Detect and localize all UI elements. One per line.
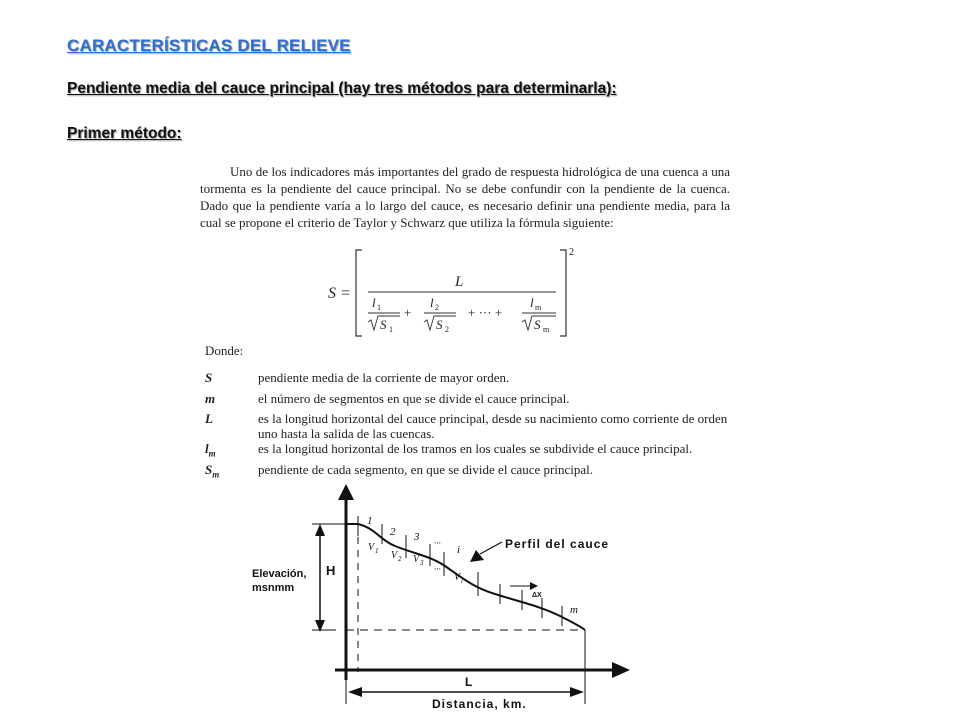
dx-label: ΔX xyxy=(532,592,542,599)
l-label: L xyxy=(465,675,473,689)
segment-label: 3 xyxy=(414,531,420,543)
segment-label: ··· xyxy=(434,538,441,548)
y-axis-arrow xyxy=(338,484,354,500)
x-axis-arrow xyxy=(612,662,630,678)
section-subtitle: Pendiente media del cauce principal (hay tres métodos para determinarla): xyxy=(67,80,617,97)
y-label-line2: msnmm xyxy=(252,582,295,594)
svg-text:i: i xyxy=(461,577,463,585)
v-label: V xyxy=(413,554,420,565)
segment-label: ··· xyxy=(434,564,441,574)
formula-dots: + ··· + xyxy=(468,305,503,320)
svg-text:3: 3 xyxy=(420,559,424,567)
svg-text:l: l xyxy=(530,295,534,310)
segment-label: 1 xyxy=(367,515,373,527)
svg-text:2: 2 xyxy=(435,303,439,312)
segment-label: 2 xyxy=(390,526,396,538)
h-label: H xyxy=(326,563,336,578)
definition-row xyxy=(205,441,730,462)
formula-lhs: S = xyxy=(328,285,351,302)
donde-label: Donde: xyxy=(205,343,244,358)
intro-paragraph: Uno de los indicadores más importantes del grado de respuesta hidrológica de una cuenca a una tormenta es la pendiente del cauce principal. No se debe confundir con la pendiente de la cuenca. Dado que la pendiente varía a lo largo del cauce, es necesario definir una pendiente media, para la cual se propone el criterio de Taylor y Schwarz que utiliza la fórmula siguiente: xyxy=(200,164,730,230)
formula-plus: + xyxy=(404,305,412,320)
x-axis-label: Distancia, km. xyxy=(432,697,527,711)
definition-text: pendiente de cada segmento, en que se divide el cauce principal. xyxy=(258,461,593,477)
definition-text: es la longitud horizontal de los tramos en los cuales se subdivide el cauce principal. xyxy=(258,441,693,457)
formula-numerator: L xyxy=(455,274,464,290)
y-label-line1: Elevación, xyxy=(252,568,307,580)
svg-text:S: S xyxy=(436,317,443,332)
v-label: V xyxy=(454,572,461,583)
definition-symbol: $l_m$ xyxy=(205,441,216,459)
definition-row xyxy=(205,370,730,391)
definition-text: pendiente media de la corriente de mayor orden. xyxy=(258,370,510,385)
svg-text:S: S xyxy=(534,317,541,332)
definition-text: es la longitud horizontal del cauce principal, desde su nacimiento como corriente de orden uno hasta la salida de las cuencas. xyxy=(258,411,728,442)
formula-term-2 xyxy=(424,295,456,334)
v-label: V xyxy=(368,542,375,553)
definitions-list xyxy=(205,370,730,482)
definition-symbol: m xyxy=(205,390,216,406)
svg-text:2: 2 xyxy=(445,325,449,334)
segment-label: i xyxy=(457,544,461,556)
svg-text:1: 1 xyxy=(375,547,379,555)
svg-text:l: l xyxy=(430,295,434,310)
formula-term-m xyxy=(522,295,556,334)
svg-text:1: 1 xyxy=(389,325,393,334)
svg-text:m: m xyxy=(535,303,542,312)
formula-exponent: 2 xyxy=(569,247,574,258)
definition-symbol: L xyxy=(205,411,213,427)
v-label: V xyxy=(391,550,398,561)
formula-term-1 xyxy=(368,295,400,334)
channel-profile-diagram xyxy=(240,480,640,716)
segment-ticks xyxy=(358,516,562,626)
page-title: CARACTERÍSTICAS DEL RELIEVE xyxy=(67,36,351,55)
formula-left-bracket xyxy=(356,250,362,336)
svg-text:l: l xyxy=(372,295,376,310)
profile-label: Perfil del cauce xyxy=(505,537,610,551)
method-heading: Primer método: xyxy=(67,125,182,142)
svg-text:1: 1 xyxy=(377,303,381,312)
definition-row xyxy=(205,391,730,412)
definition-symbol: S xyxy=(205,370,213,385)
taylor-schwarz-formula xyxy=(320,240,580,342)
definition-text: el número de segmentos en que se divide el cauce principal. xyxy=(258,390,570,406)
svg-text:S: S xyxy=(380,317,387,332)
svg-text:m: m xyxy=(543,325,550,334)
definition-row xyxy=(205,411,730,441)
formula-right-bracket xyxy=(560,250,566,336)
definition-symbol: $S_m$ xyxy=(205,461,220,480)
svg-text:2: 2 xyxy=(398,555,402,563)
segment-label: m xyxy=(570,604,578,616)
